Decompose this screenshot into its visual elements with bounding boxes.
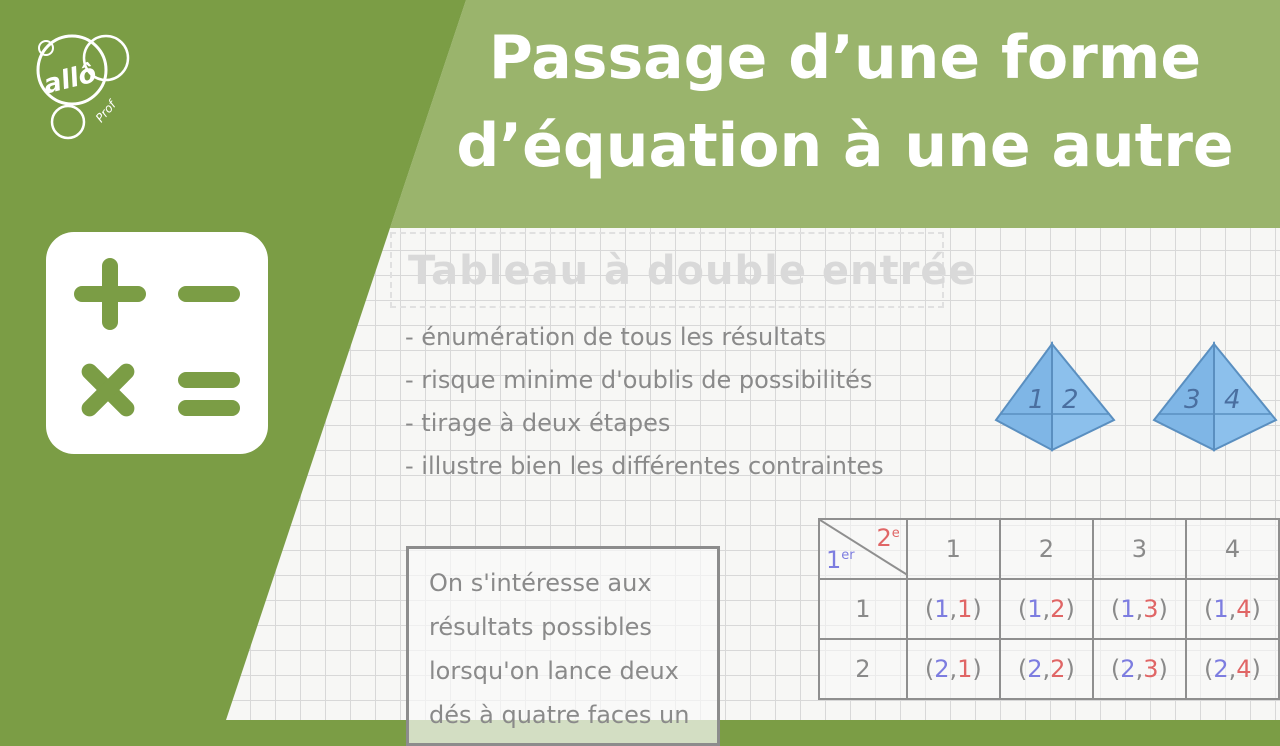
column-header: 4 — [1186, 519, 1279, 579]
bullet-item: - risque minime d'oublis de possibilités — [405, 366, 873, 394]
logo-subtext: Prof — [92, 97, 119, 126]
die-two-face-b: 4 — [1224, 385, 1241, 415]
title-line-1: Passage d’une forme — [488, 23, 1202, 93]
die-one-face-a: 1 — [1028, 385, 1045, 415]
row-header: 1 — [819, 579, 907, 639]
table-header-row — [819, 519, 1279, 579]
table-cell: (1,3) — [1093, 579, 1186, 639]
table-row — [819, 639, 1279, 699]
table-corner — [819, 519, 907, 579]
table-cell: (2,4) — [1186, 639, 1279, 699]
column-header: 1 — [907, 519, 1000, 579]
bullet-item: - tirage à deux étapes — [405, 409, 671, 437]
note-box — [406, 546, 720, 746]
outcome-table — [818, 518, 1280, 700]
corner-top: 2 — [876, 524, 892, 552]
row-header: 2 — [819, 639, 907, 699]
table-cell: (2,2) — [1000, 639, 1093, 699]
bullet-list — [405, 316, 884, 488]
allo-prof-logo — [28, 24, 136, 150]
corner-bottom-sup: er — [841, 548, 855, 563]
column-header: 2 — [1000, 519, 1093, 579]
note-line: lorsqu'on lance deux — [429, 657, 679, 685]
note-line: On s'intéresse aux — [429, 569, 652, 597]
slide-heading: Tableau à double entrée — [408, 248, 977, 294]
die-two-face-a: 3 — [1184, 385, 1201, 415]
table-cell: (1,1) — [907, 579, 1000, 639]
logo-text: allô — [40, 58, 100, 101]
table-cell: (1,4) — [1186, 579, 1279, 639]
note-line: dés à quatre faces un — [429, 701, 690, 729]
die-one-face-b: 2 — [1062, 385, 1079, 415]
title-line-2: d’équation à une autre — [456, 111, 1234, 181]
operators-icon — [46, 232, 268, 454]
bullet-item: - énumération de tous les résultats — [405, 323, 826, 351]
die-two — [1152, 340, 1278, 454]
calculator-icon — [46, 232, 268, 454]
corner-bottom: 1 — [826, 546, 842, 574]
corner-top-sup: e — [891, 526, 900, 541]
video-title — [410, 14, 1280, 190]
bullet-item: - illustre bien les différentes contraintes — [405, 452, 884, 480]
die-one — [994, 340, 1118, 454]
table-cell: (1,2) — [1000, 579, 1093, 639]
table-cell: (2,3) — [1093, 639, 1186, 699]
column-header: 3 — [1093, 519, 1186, 579]
table-row — [819, 579, 1279, 639]
table-cell: (2,1) — [907, 639, 1000, 699]
note-line: résultats possibles — [429, 613, 652, 641]
